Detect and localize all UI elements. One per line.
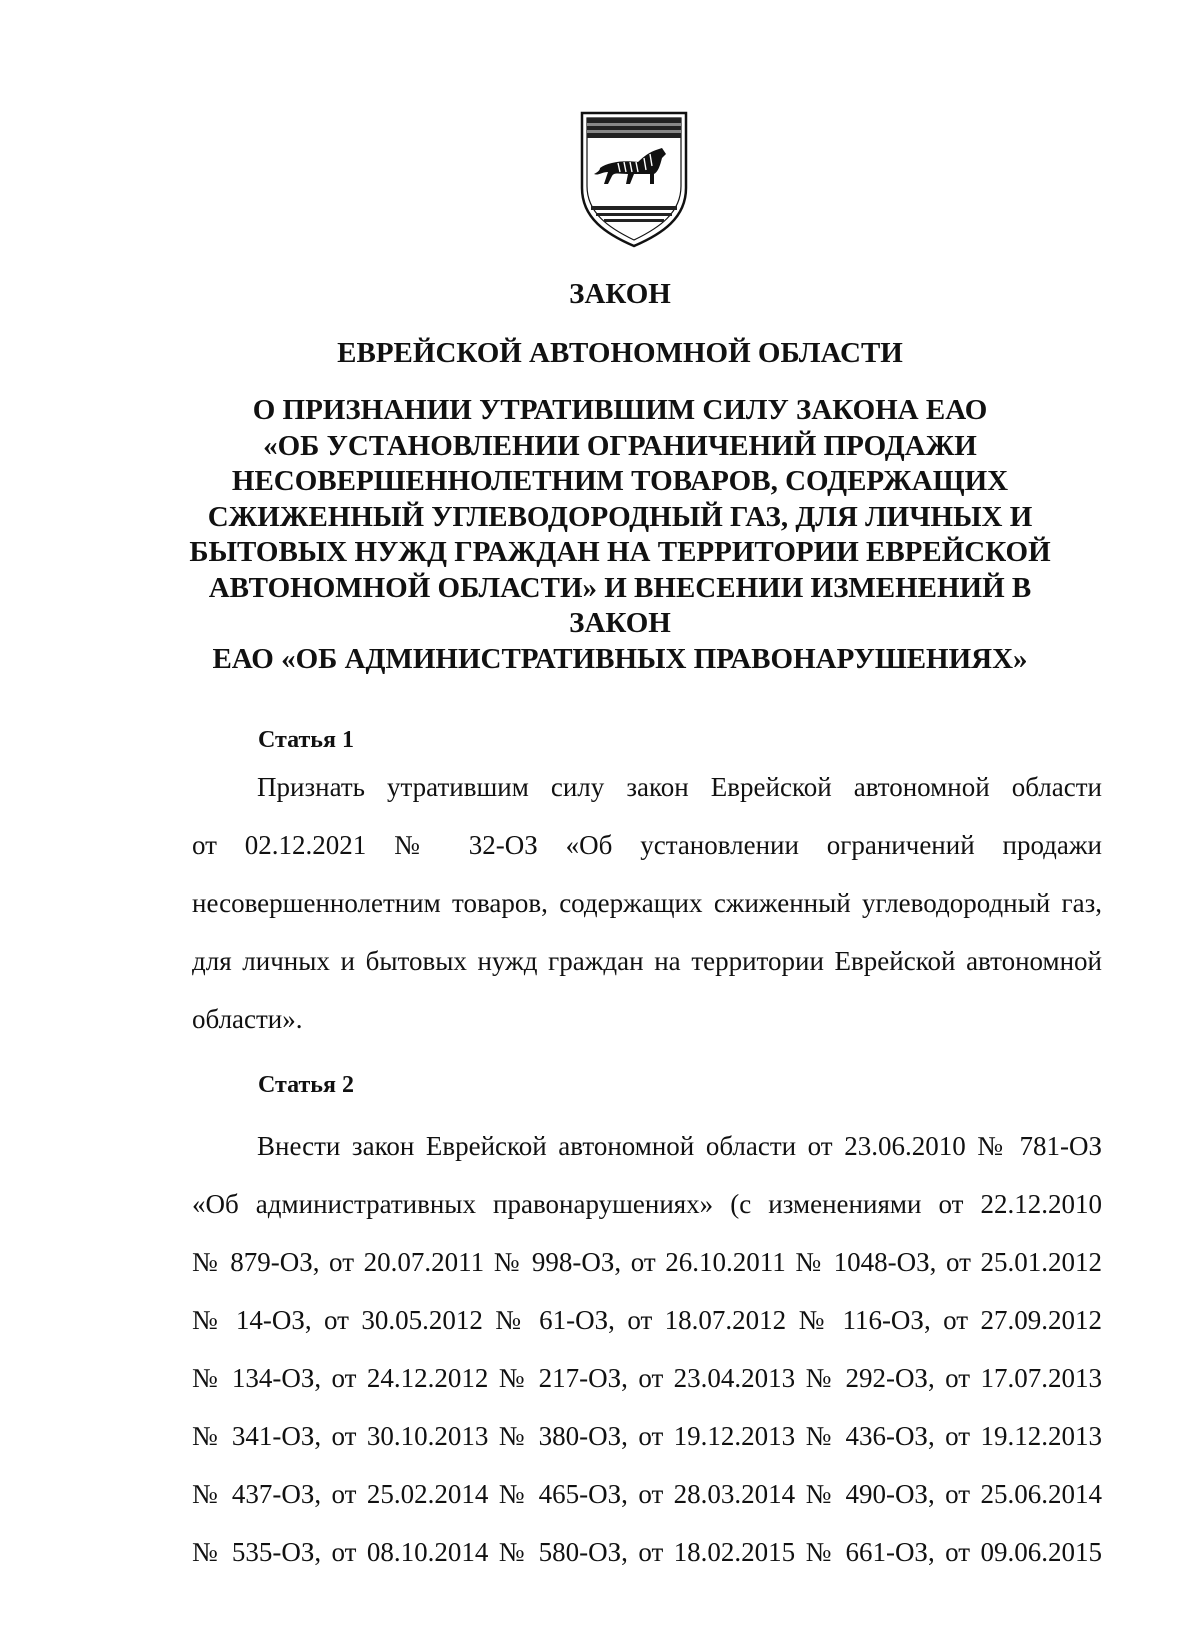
title-line: «ОБ УСТАНОВЛЕНИИ ОГРАНИЧЕНИЙ ПРОДАЖИ: [263, 429, 977, 462]
text-line: № 14-ОЗ, от 30.05.2012 № 61-ОЗ, от 18.07.2012 № 116-ОЗ, от 27.09.2012: [192, 1305, 1102, 1335]
text-line: № 437-ОЗ, от 25.02.2014 № 465-ОЗ, от 28.03.2014 № 490-ОЗ, от 25.06.2014: [192, 1479, 1102, 1509]
law-kind: ЗАКОН: [569, 278, 671, 310]
text-line: Признать утратившим силу закон Еврейской автономной области: [257, 772, 1102, 802]
text-line: «Об административных правонарушениях» (с изменениями от 22.12.2010: [192, 1189, 1102, 1219]
text-line: № 879-ОЗ, от 20.07.2011 № 998-ОЗ, от 26.10.2011 № 1048-ОЗ, от 25.01.2012: [192, 1247, 1102, 1277]
article-2-heading: Статья 2: [258, 1072, 354, 1098]
text-line: Внести закон Еврейской автономной области от 23.06.2010 № 781-ОЗ: [257, 1131, 1102, 1161]
text-line: № 341-ОЗ, от 30.10.2013 № 380-ОЗ, от 19.12.2013 № 436-ОЗ, от 19.12.2013: [192, 1421, 1102, 1451]
text-line: № 535-ОЗ, от 08.10.2014 № 580-ОЗ, от 18.02.2015 № 661-ОЗ, от 09.06.2015: [192, 1537, 1102, 1567]
article-1-text: [192, 758, 1102, 1048]
title-line: БЫТОВЫХ НУЖД ГРАЖДАН НА ТЕРРИТОРИИ ЕВРЕЙСКОЙ: [189, 536, 1051, 568]
text-line: несовершеннолетним товаров, содержащих сжиженный углеводородный газ,: [192, 888, 1102, 918]
article-2-text: [192, 1117, 1102, 1581]
coat-of-arms-tiger-icon: [578, 110, 690, 248]
text-line: области».: [192, 1004, 303, 1034]
text-line: для личных и бытовых нужд граждан на территории Еврейской автономной: [192, 946, 1102, 976]
law-region: ЕВРЕЙСКОЙ АВТОНОМНОЙ ОБЛАСТИ: [337, 337, 903, 369]
title-line: АВТОНОМНОЙ ОБЛАСТИ» И ВНЕСЕНИИ ИЗМЕНЕНИЙ В ЗАКОН: [208, 571, 1032, 639]
title-line: НЕСОВЕРШЕННОЛЕТНИМ ТОВАРОВ, СОДЕРЖАЩИХ: [231, 465, 1009, 497]
text-line: от 02.12.2021 № 32-ОЗ «Об установлении ограничений продажи: [192, 830, 1102, 860]
title-line: ЕАО «ОБ АДМИНИСТРАТИВНЫХ ПРАВОНАРУШЕНИЯХ»: [212, 642, 1028, 675]
text-line: № 134-ОЗ, от 24.12.2012 № 217-ОЗ, от 23.04.2013 № 292-ОЗ, от 17.07.2013: [192, 1363, 1102, 1393]
law-title: [180, 393, 1060, 677]
title-line: СЖИЖЕННЫЙ УГЛЕВОДОРОДНЫЙ ГАЗ, ДЛЯ ЛИЧНЫХ И: [207, 500, 1033, 533]
article-1-heading: Статья 1: [258, 727, 354, 753]
title-line: О ПРИЗНАНИИ УТРАТИВШИМ СИЛУ ЗАКОНА ЕАО: [252, 394, 988, 426]
